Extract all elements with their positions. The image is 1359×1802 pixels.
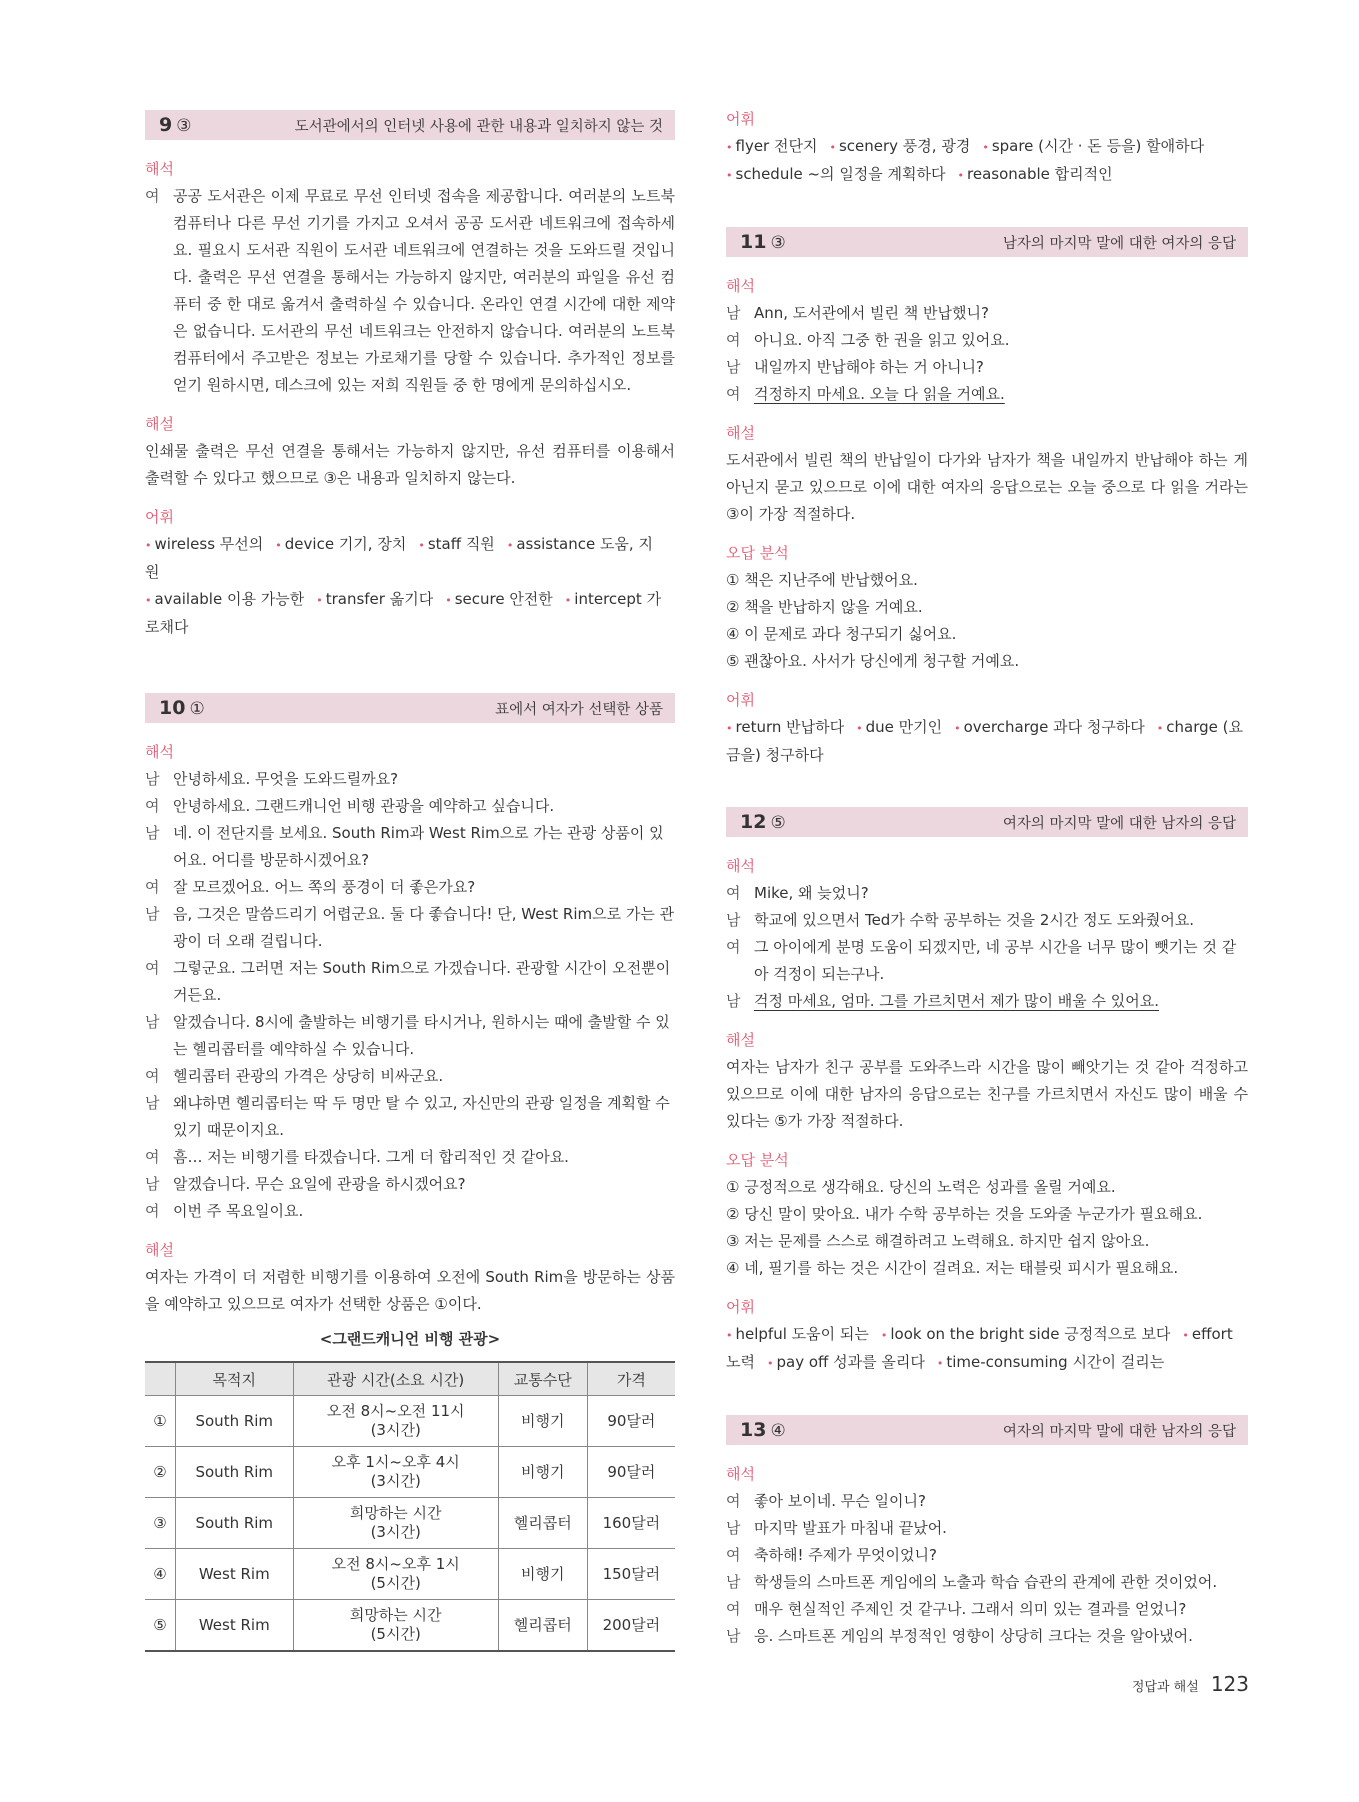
- table-row: ⑤ West Rim 희망하는 시간 (5시간) 헬리콥터 200달러: [145, 1600, 675, 1652]
- dialog-line: 여 흠… 저는 비행기를 타겠습니다. 그게 더 합리적인 것 같아요.: [145, 1148, 569, 1166]
- dialog-line: 남 음, 그것은 말씀드리기 어렵군요. 둘 다 좋습니다! 단, West Rim으로 가는 관광이 더 오래 걸립니다.: [145, 905, 675, 950]
- table-header: 가격: [587, 1362, 675, 1396]
- q12-answer: ⑤: [770, 813, 786, 833]
- vocab-item: • intercept 가로채다: [145, 590, 662, 636]
- dialog-line: 여 잘 모르겠어요. 어느 쪽의 풍경이 더 좋은가요?: [145, 878, 476, 896]
- dialog-line: 남 학교에 있으면서 Ted가 수학 공부하는 것을 2시간 정도 도와줬어요.: [726, 911, 1195, 929]
- q9-expl-label: 해설: [145, 415, 174, 433]
- q10-vocab-label: 어휘: [726, 110, 755, 128]
- dialog-line: 남 안녕하세요. 무엇을 도와드릴까요?: [145, 770, 399, 788]
- q13-dialog: [726, 1488, 1248, 1650]
- dialog-line: 남 알겠습니다. 무슨 요일에 관광을 하시겠어요?: [145, 1175, 466, 1193]
- q11-header: [726, 227, 1248, 257]
- dialog-line: 남 네. 이 전단지를 보세요. South Rim과 West Rim으로 가는 관광 상품이 있어요. 어디를 방문하시겠어요?: [145, 824, 664, 869]
- q9-header: [145, 110, 675, 140]
- q9-trans-label: 해석: [145, 160, 174, 178]
- dialog-line: 여 그렇군요. 그러면 저는 South Rim으로 가겠습니다. 관광할 시간이 오전뿐이거든요.: [145, 959, 671, 1004]
- q13-answer: ④: [770, 1421, 786, 1441]
- q9-text: 공공 도서관은 이제 무료로 무선 인터넷 접속을 제공합니다. 여러분의 노트북 컴퓨터나 다른 무선 기기를 가지고 오셔서 공공 도서관 네트워크에 접속하세요. 필요시 도서관 직원이 도서관 네트워크에 연결하는 것을 도와드릴 것입니다. 출력은 무선 연결을 통해서는 가능하지 않지만, 여러분의 파일을 유선 컴퓨터 중 한 대로 옮겨서 출력하실 수 있습니다. 온라인 연결 시간에 대한 제약은 없습니다. 도서관의 무선 네트워크는 안전하지 않습니다. 여러분의 노트북 컴퓨터에서 주고받은 정보는 가로채기를 당할 수 있습니다. 추가적인 정보를 얻기 원하시면, 데스크에 있는 저희 직원들 중 한 명에게 문의하십시오.: [173, 187, 675, 394]
- dialog-line: 여 좋아 보이네. 무슨 일이니?: [726, 1492, 926, 1510]
- wrong-item: ② 책을 반납하지 않을 거예요.: [726, 598, 923, 616]
- vocab-item: • device 기기, 장치: [275, 535, 407, 553]
- vocab-item: • reasonable 합리적인: [957, 165, 1113, 183]
- wrong-item: ④ 네, 필기를 하는 것은 시간이 걸려요. 저는 태블릿 피시가 필요해요.: [726, 1259, 1179, 1277]
- q9-monologue: [145, 183, 675, 399]
- wrong-item: ② 당신 말이 맞아요. 내가 수학 공부하는 것을 도와줄 누군가가 필요해요.: [726, 1205, 1203, 1223]
- q12-number: 12: [740, 811, 767, 833]
- q12-expl-label: 해설: [726, 1031, 755, 1049]
- dialog-line: 여 축하해! 주제가 무엇이었니?: [726, 1546, 937, 1564]
- q10-dialog: [145, 766, 675, 1225]
- vocab-item: • pay off 성과를 올리다: [766, 1353, 925, 1371]
- q10-answer: ①: [189, 699, 205, 719]
- q12-vocab-label: 어휘: [726, 1298, 755, 1316]
- left-column: [145, 110, 675, 1652]
- vocab-item: • wireless 무선의: [145, 535, 264, 553]
- page-footer: [1132, 1672, 1249, 1696]
- dialog-line: 남 내일까지 반납해야 하는 거 아니니?: [726, 358, 984, 376]
- vocab-item: • available 이용 가능한: [145, 590, 305, 608]
- dialog-line: 남 Ann, 도서관에서 빌린 책 반납했니?: [726, 304, 989, 322]
- q11-dialog: [726, 300, 1248, 408]
- dialog-line: 남 마지막 발표가 마침내 끝났어.: [726, 1519, 947, 1537]
- table-header: [145, 1362, 176, 1396]
- q9-answer: ③: [176, 116, 192, 136]
- q12-explanation: 여자는 남자가 친구 공부를 도와주느라 시간을 많이 빼앗기는 것 같아 걱정하고 있으므로 이에 대한 남자의 응답으로는 친구를 가르치면서 자신도 많이 배울 수 있다는 ⑤가 가장 적절하다.: [726, 1058, 1248, 1130]
- vocab-item: • due 만기인: [856, 718, 943, 736]
- dialog-line: 여 이번 주 목요일이요.: [145, 1202, 304, 1220]
- q11-wrong-list: [726, 567, 1248, 675]
- q11-answer: ③: [770, 233, 786, 253]
- table-header: 목적지: [176, 1362, 294, 1396]
- dialog-line: 남 알겠습니다. 8시에 출발하는 비행기를 타시거나, 원하시는 때에 출발할 수 있는 헬리콥터를 예약하실 수 있습니다.: [145, 1013, 670, 1058]
- q12-trans-label: 해석: [726, 857, 755, 875]
- dialog-line: 남 왜냐하면 헬리콥터는 딱 두 명만 탈 수 있고, 자신만의 관광 일정을 계획할 수 있기 때문이지요.: [145, 1094, 670, 1139]
- table-header-row: [145, 1362, 675, 1396]
- vocab-item: • flyer 전단지: [726, 137, 818, 155]
- q12-wrong-list: [726, 1174, 1248, 1282]
- dialog-line: 여 헬리콥터 관광의 가격은 상당히 비싸군요.: [145, 1067, 444, 1085]
- dialog-line: 남 걱정 마세요, 엄마. 그를 가르치면서 제가 많이 배울 수 있어요.: [726, 992, 1159, 1010]
- q11-topic: 남자의 마지막 말에 대한 여자의 응답: [1002, 235, 1236, 252]
- q12-dialog: [726, 880, 1248, 1015]
- dialog-line: 여 안녕하세요. 그랜드캐니언 비행 관광을 예약하고 싶습니다.: [145, 797, 555, 815]
- dialog-line: 여 Mike, 왜 늦었니?: [726, 884, 869, 902]
- q11-vocab: [726, 714, 1248, 769]
- vocab-item: • effort 노력: [726, 1325, 1233, 1371]
- vocab-item: • time-consuming 시간이 걸리는: [936, 1353, 1165, 1371]
- wrong-item: ③ 저는 문제를 스스로 해결하려고 노력해요. 하지만 쉽지 않아요.: [726, 1232, 1150, 1250]
- q11-explanation: 도서관에서 빌린 책의 반납일이 다가와 남자가 책을 내일까지 반납해야 하는 게 아닌지 묻고 있으므로 이에 대한 여자의 응답으로는 오늘 중으로 다 읽을 거라는 ③이 가장 적절하다.: [726, 451, 1248, 523]
- q9-topic: 도서관에서의 인터넷 사용에 관한 내용과 일치하지 않는 것: [294, 118, 663, 135]
- q10-number: 10: [159, 697, 186, 719]
- q12-header: [726, 807, 1248, 837]
- vocab-item: • scenery 풍경, 광경: [829, 137, 971, 155]
- q12-wrong-label: 오답 분석: [726, 1151, 789, 1169]
- table-row: ① South Rim 오전 8시~오전 11시 (3시간) 비행기 90달러: [145, 1396, 675, 1447]
- dialog-line: 여 걱정하지 마세요. 오늘 다 읽을 거예요.: [726, 385, 1005, 403]
- table-row: ③ South Rim 희망하는 시간 (3시간) 헬리콥터 160달러: [145, 1498, 675, 1549]
- q9-vocab-label: 어휘: [145, 508, 174, 526]
- vocab-item: • secure 안전한: [445, 590, 553, 608]
- q11-wrong-label: 오답 분석: [726, 544, 789, 562]
- dialog-line: 여 매우 현실적인 주제인 것 같구나. 그래서 의미 있는 결과를 얻었니?: [726, 1600, 1187, 1618]
- q10-explanation: 여자는 가격이 더 저렴한 비행기를 이용하여 오전에 South Rim을 방문하는 상품을 예약하고 있으므로 여자가 선택한 상품은 ①이다.: [145, 1268, 675, 1313]
- speaker: 여: [145, 187, 160, 205]
- underlined-answer: 걱정하지 마세요. 오늘 다 읽을 거예요.: [754, 385, 1005, 403]
- right-column: [726, 108, 1248, 1650]
- q13-header: [726, 1415, 1248, 1445]
- q13-number: 13: [740, 1419, 767, 1441]
- vocab-item: • staff 직원: [418, 535, 495, 553]
- table-row: ④ West Rim 오전 8시~오후 1시 (5시간) 비행기 150달러: [145, 1549, 675, 1600]
- dialog-line: 남 응. 스마트폰 게임의 부정적인 영향이 상당히 크다는 것을 알아냈어.: [726, 1627, 1193, 1645]
- vocab-item: • spare (시간 · 돈 등을) 할애하다: [982, 137, 1205, 155]
- table-header: 관광 시간(소요 시간): [293, 1362, 498, 1396]
- q12-topic: 여자의 마지막 말에 대한 남자의 응답: [1002, 815, 1236, 832]
- wrong-item: ① 책은 지난주에 반납했어요.: [726, 571, 918, 589]
- q11-expl-label: 해설: [726, 424, 755, 442]
- vocab-item: • return 반납하다: [726, 718, 845, 736]
- vocab-item: • assistance 도움, 지원: [145, 535, 653, 581]
- q10-header: [145, 693, 675, 723]
- q11-trans-label: 해석: [726, 277, 755, 295]
- vocab-item: • schedule ~의 일정을 계획하다: [726, 165, 946, 183]
- q9-explanation: 인쇄물 출력은 무선 연결을 통해서는 가능하지 않지만, 유선 컴퓨터를 이용해서 출력할 수 있다고 했으므로 ③은 내용과 일치하지 않는다.: [145, 442, 675, 487]
- dialog-line: 남 학생들의 스마트폰 게임에의 노출과 학습 습관의 관계에 관한 것이었어.: [726, 1573, 1218, 1591]
- q12-vocab: [726, 1321, 1248, 1377]
- vocab-item: • charge (요금을) 청구하다: [726, 718, 1244, 764]
- wrong-item: ① 긍정적으로 생각해요. 당신의 노력은 성과를 올릴 거예요.: [726, 1178, 1116, 1196]
- q9-number: 9: [159, 114, 173, 136]
- dialog-line: 여 아니요. 아직 그중 한 권을 읽고 있어요.: [726, 331, 1010, 349]
- q11-number: 11: [740, 231, 767, 253]
- footer-text: 정답과 해설: [1131, 1680, 1199, 1695]
- q10-topic: 표에서 여자가 선택한 상품: [495, 701, 663, 718]
- tour-table: [145, 1361, 675, 1652]
- q11-vocab-label: 어휘: [726, 691, 755, 709]
- q10-expl-label: 해설: [145, 1241, 174, 1259]
- vocab-item: • helpful 도움이 되는: [726, 1325, 869, 1343]
- q13-trans-label: 해석: [726, 1465, 755, 1483]
- q9-vocab: [145, 531, 675, 641]
- table-row: ② South Rim 오후 1시~오후 4시 (3시간) 비행기 90달러: [145, 1447, 675, 1498]
- underlined-answer: 걱정 마세요, 엄마. 그를 가르치면서 제가 많이 배울 수 있어요.: [754, 992, 1159, 1010]
- wrong-item: ④ 이 문제로 과다 청구되기 싫어요.: [726, 625, 957, 643]
- page-number: 123: [1210, 1672, 1249, 1696]
- vocab-item: • look on the bright side 긍정적으로 보다: [880, 1325, 1171, 1343]
- q10-vocab: [726, 133, 1248, 189]
- dialog-line: 여 그 아이에게 분명 도움이 되겠지만, 네 공부 시간을 너무 많이 뺏기는 것 같아 걱정이 되는구나.: [726, 938, 1237, 983]
- table-header: 교통수단: [498, 1362, 587, 1396]
- vocab-item: • overcharge 과다 청구하다: [954, 718, 1145, 736]
- table-title: <그랜드캐니언 비행 관광>: [319, 1330, 501, 1348]
- wrong-item: ⑤ 괜찮아요. 사서가 당신에게 청구할 거예요.: [726, 652, 1020, 670]
- q13-topic: 여자의 마지막 말에 대한 남자의 응답: [1002, 1423, 1236, 1440]
- q10-trans-label: 해석: [145, 743, 174, 761]
- vocab-item: • transfer 옮기다: [316, 590, 434, 608]
